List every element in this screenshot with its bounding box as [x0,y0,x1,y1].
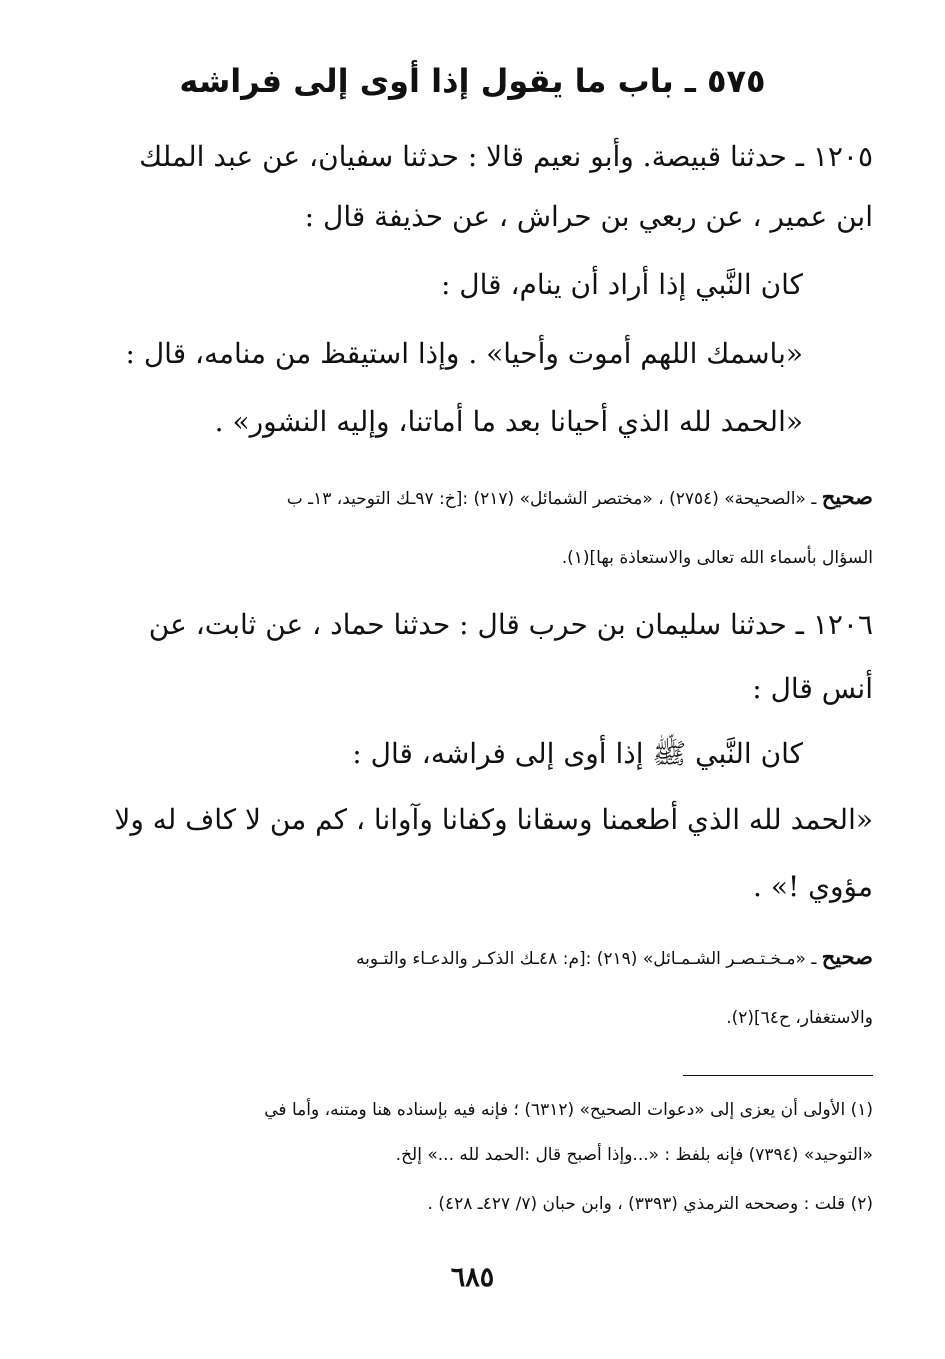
hadith-1206-source-line-1 [356,944,873,969]
hadith-1206-line-4: «الحمد لله الذي أطعمنا وسقانا وكفانا وآوانا ، كم من لا كاف له ولا [114,803,873,836]
hadith-1206-line-2: أنس قال : [752,672,873,705]
hadith-1205-line-4: «باسمك اللهم أموت وأحيا» . وإذا استيقظ من منامه، قال : [125,337,803,370]
hadith-1206-source-line-2: والاستغفار، ح٦٤](٢). [726,1008,873,1028]
source-text: ـ «مـخـتـصـر الشـمـائل» (٢١٩) :[م: ٤٨ـك الذكـر والدعـاء والتـوبه [356,949,817,969]
footnote-1-line-2: «التوحيد» (٧٣٩٤) فإنه بلفظ : «...وإذا أصبح قال :الحمد لله ...» إلخ. [395,1145,873,1165]
footnote-divider [683,1075,873,1076]
footnote-2-line-1: (٢) قلت : وصححه الترمذي (٣٣٩٣) ، وابن حبان (٧/ ٤٢٧ـ ٤٢٨) . [427,1194,873,1214]
hadith-1205-line-3: كان النَّبي إذا أراد أن ينام، قال : [440,268,803,301]
source-text: ـ «الصحيحة» (٢٧٥٤) ، «مختصر الشمائل» (٢١٧) :[خ: ٩٧ـك التوحيد، ١٣ـ ب [286,489,817,509]
hadith-1205-line-2: ابن عمير ، عن ربعي بن حراش ، عن حذيفة قال : [304,200,873,233]
hadith-1206-line-3: كان النَّبي ﷺ إذا أوى إلى فراشه، قال : [352,737,803,770]
chapter-title: ٥٧٥ ـ باب ما يقول إذا أوى إلى فراشه [179,62,766,100]
hadith-1205-line-5: «الحمد لله الذي أحيانا بعد ما أماتنا، وإليه النشور» . [214,405,803,438]
hadith-1205-source-line-2: السؤال بأسماء الله تعالى والاستعاذة بها](١). [561,548,873,568]
hadith-1206-line-1: ١٢٠٦ ـ حدثنا سليمان بن حرب قال : حدثنا حماد ، عن ثابت، عن [148,608,873,641]
hadith-1205-source-line-1 [287,484,873,509]
footnote-1-line-1: (١) الأولى أن يعزى إلى «دعوات الصحيح» (٦٣١٢) ؛ فإنه فيه بإسناده هنا ومتنه، وأما في [264,1100,873,1120]
hadith-1205-line-1: ١٢٠٥ ـ حدثنا قبيصة. وأبو نعيم قالا : حدثنا سفيان، عن عبد الملك [139,140,873,173]
grade-label: صحيح [821,944,873,969]
page-number: ٦٨٥ [450,1262,495,1293]
hadith-1206-line-5: مؤوي !» . [753,870,873,903]
grade-label: صحيح [821,484,873,509]
